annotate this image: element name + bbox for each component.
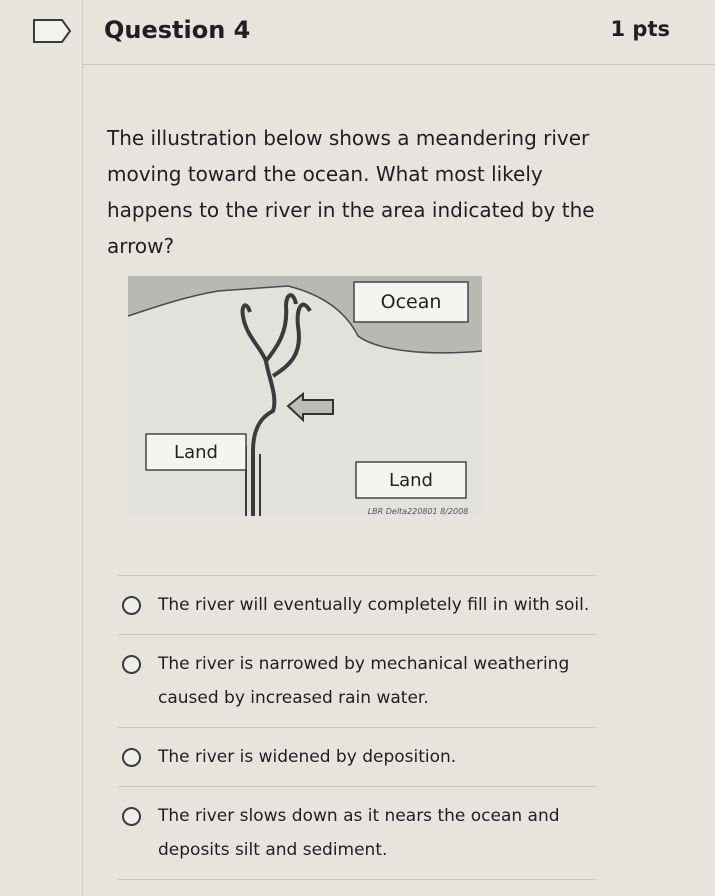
- land-label-left: Land: [174, 442, 218, 463]
- radio-button[interactable]: [122, 748, 141, 767]
- answer-option-2[interactable]: [118, 634, 596, 727]
- land-label-right: Land: [389, 470, 433, 491]
- answer-label: The river slows down as it nears the ocean and deposits silt and sediment.: [158, 806, 560, 860]
- answer-label: The river is widened by deposition.: [158, 747, 457, 767]
- ocean-label: Ocean: [380, 291, 442, 313]
- question-title: Question 4: [104, 16, 251, 44]
- radio-button[interactable]: [122, 655, 141, 674]
- answer-option-3[interactable]: [118, 727, 596, 786]
- question-points: 1 pts: [610, 17, 670, 41]
- answer-option-1[interactable]: [118, 575, 596, 634]
- answer-list-bottom-divider: [118, 879, 596, 880]
- radio-button[interactable]: [122, 596, 141, 615]
- answer-option-4[interactable]: [118, 786, 596, 879]
- river-delta-diagram: [128, 276, 482, 516]
- diagram-credit: LBR Delta220801 8/2008: [367, 507, 469, 516]
- answer-label: The river will eventually completely fill in with soil.: [158, 595, 590, 615]
- flag-outline-icon[interactable]: [32, 18, 72, 44]
- question-header: [82, 0, 715, 65]
- radio-button[interactable]: [122, 807, 141, 826]
- question-text: The illustration below shows a meandering river moving toward the ocean. What most likely happens to the river in the area indicated by the arrow?: [107, 126, 595, 258]
- answer-list: [118, 575, 596, 880]
- card-left-border: [82, 0, 83, 896]
- answer-label: The river is narrowed by mechanical weathering caused by increased rain water.: [158, 654, 570, 708]
